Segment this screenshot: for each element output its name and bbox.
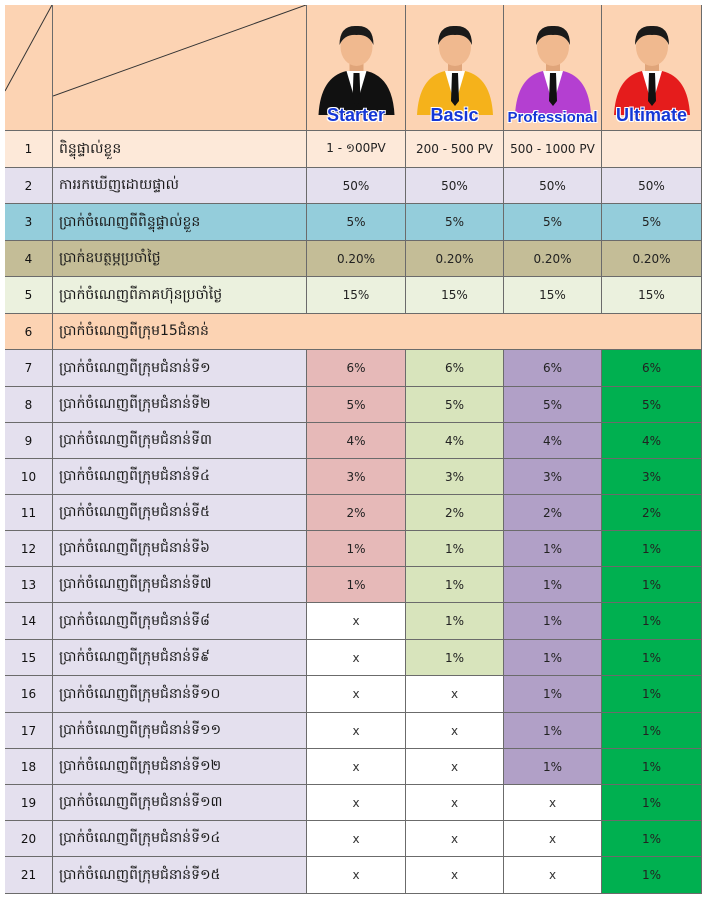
plan-name-ultimate: Ultimate <box>615 105 687 125</box>
starter-value-cell: 1% <box>307 531 406 567</box>
starter-value-cell: 0.20% <box>307 241 406 277</box>
professional-value-cell: 4% <box>504 423 602 459</box>
header-label-cell <box>53 5 307 131</box>
professional-value-cell: x <box>504 821 602 857</box>
ultimate-value-cell: 5% <box>602 387 702 423</box>
basic-value-cell: x <box>406 676 504 713</box>
plan-header-ultimate <box>602 5 702 131</box>
row-number: 2 <box>5 168 53 204</box>
ultimate-value-cell: 1% <box>602 567 702 603</box>
ultimate-value-cell: 0.20% <box>602 241 702 277</box>
professional-value-cell: 1% <box>504 640 602 676</box>
starter-value-cell: 50% <box>307 168 406 204</box>
basic-value-cell: 1% <box>406 531 504 567</box>
row-label: ប្រាក់ចំណេញពីក្រុមជំនាន់ទី១១ <box>53 713 307 749</box>
professional-value-cell: 0.20% <box>504 241 602 277</box>
basic-value-cell: x <box>406 713 504 749</box>
row-number: 15 <box>5 640 53 676</box>
row-number: 17 <box>5 713 53 749</box>
row-number: 9 <box>5 423 53 459</box>
row-label: ប្រាក់ចំណេញពីក្រុមជំនាន់ទី៣ <box>53 423 307 459</box>
row-number: 13 <box>5 567 53 603</box>
row-label: ប្រាក់ចំណេញពីក្រុម15ជំនាន់ <box>53 314 702 350</box>
ultimate-value-cell: 1% <box>602 640 702 676</box>
starter-value-cell: x <box>307 713 406 749</box>
row-label: ប្រាក់ចំណេញពីក្រុមជំនាន់ទី១២ <box>53 749 307 785</box>
basic-value-cell: 15% <box>406 277 504 314</box>
row-number: 10 <box>5 459 53 495</box>
starter-value-cell: x <box>307 821 406 857</box>
professional-value-cell: 1% <box>504 676 602 713</box>
row-label: ប្រាក់ចំណេញពីក្រុមជំនាន់ទី៥ <box>53 495 307 531</box>
starter-value-cell: 5% <box>307 387 406 423</box>
row-number: 18 <box>5 749 53 785</box>
basic-value-cell: x <box>406 821 504 857</box>
basic-value-cell: 0.20% <box>406 241 504 277</box>
starter-value-cell: x <box>307 857 406 894</box>
header-corner-cell <box>5 5 53 131</box>
row-number: 21 <box>5 857 53 894</box>
professional-value-cell: x <box>504 857 602 894</box>
basic-value-cell: 6% <box>406 350 504 387</box>
basic-value-cell: x <box>406 857 504 894</box>
starter-value-cell: 3% <box>307 459 406 495</box>
professional-value-cell: 6% <box>504 350 602 387</box>
professional-value-cell: 1% <box>504 713 602 749</box>
starter-value-cell: 5% <box>307 204 406 241</box>
row-number: 7 <box>5 350 53 387</box>
row-number: 12 <box>5 531 53 567</box>
row-number: 6 <box>5 314 53 350</box>
ultimate-value-cell: 1% <box>602 821 702 857</box>
row-label: ប្រាក់ចំណេញពីក្រុមជំនាន់ទី៧ <box>53 567 307 603</box>
professional-value-cell: 5% <box>504 387 602 423</box>
starter-value-cell: 15% <box>307 277 406 314</box>
basic-value-cell: 5% <box>406 204 504 241</box>
row-number: 14 <box>5 603 53 640</box>
row-label: ប្រាក់ចំណេញពីក្រុមជំនាន់ទី១ <box>53 350 307 387</box>
plan-comparison-table <box>5 5 702 894</box>
starter-value-cell: 1 - ១00PV <box>307 131 406 168</box>
plan-name-professional: Professional <box>507 109 598 126</box>
professional-value-cell: 1% <box>504 603 602 640</box>
row-number: 20 <box>5 821 53 857</box>
plan-header-starter <box>307 5 406 131</box>
ultimate-value-cell: 1% <box>602 857 702 894</box>
basic-value-cell: 200 - 500 PV <box>406 131 504 168</box>
row-label: ប្រាក់ចំណេញពីក្រុមជំនាន់ទី១៥ <box>53 857 307 894</box>
row-label: ប្រាក់ចំណេញពីក្រុមជំនាន់ទី៨ <box>53 603 307 640</box>
row-label: ប្រាក់ចំណេញពីក្រុមជំនាន់ទី៩ <box>53 640 307 676</box>
professional-value-cell: 50% <box>504 168 602 204</box>
row-label: ប្រាក់ចំណេញពីភាគហ៊ុនប្រចាំថ្ងៃ <box>53 277 307 314</box>
plan-name-starter: Starter <box>326 105 386 125</box>
starter-value-cell: 6% <box>307 350 406 387</box>
row-number: 4 <box>5 241 53 277</box>
ultimate-value-cell: 1% <box>602 713 702 749</box>
plan-header-basic <box>406 5 504 131</box>
ultimate-value-cell: 1% <box>602 531 702 567</box>
professional-value-cell: 3% <box>504 459 602 495</box>
basic-value-cell: 3% <box>406 459 504 495</box>
row-number: 8 <box>5 387 53 423</box>
ultimate-value-cell: 3% <box>602 459 702 495</box>
professional-value-cell: 15% <box>504 277 602 314</box>
ultimate-value-cell <box>602 131 702 168</box>
starter-value-cell: 2% <box>307 495 406 531</box>
row-label: ប្រាក់ចំណេញពីក្រុមជំនាន់ទី១០ <box>53 676 307 713</box>
ultimate-value-cell: 2% <box>602 495 702 531</box>
basic-value-cell: 1% <box>406 640 504 676</box>
starter-value-cell: x <box>307 676 406 713</box>
row-label: ប្រាក់ចំណេញពីក្រុមជំនាន់ទី៤ <box>53 459 307 495</box>
row-label: ប្រាក់ចំណេញពីក្រុមជំនាន់ទី១៤ <box>53 821 307 857</box>
starter-value-cell: x <box>307 749 406 785</box>
starter-value-cell: x <box>307 603 406 640</box>
row-label: ប្រាក់ឧបត្ថម្ភប្រចាំថ្ងៃ <box>53 241 307 277</box>
ultimate-value-cell: 1% <box>602 676 702 713</box>
plan-header-professional <box>504 5 602 131</box>
basic-value-cell: 50% <box>406 168 504 204</box>
plan-name-basic: Basic <box>430 105 479 125</box>
row-number: 16 <box>5 676 53 713</box>
row-label: ប្រាក់ចំណេញពីក្រុមជំនាន់ទី២ <box>53 387 307 423</box>
row-label: ការរកឃើញដោយផ្ទាល់ <box>53 168 307 204</box>
ultimate-value-cell: 15% <box>602 277 702 314</box>
ultimate-value-cell: 1% <box>602 785 702 821</box>
row-number: 11 <box>5 495 53 531</box>
professional-value-cell: 5% <box>504 204 602 241</box>
row-label: ប្រាក់ចំណេញពីក្រុមជំនាន់ទី៦ <box>53 531 307 567</box>
row-label: ពិន្ទុផ្ទាល់ខ្លួន <box>53 131 307 168</box>
ultimate-value-cell: 5% <box>602 204 702 241</box>
row-number: 3 <box>5 204 53 241</box>
professional-value-cell: 1% <box>504 531 602 567</box>
basic-value-cell: 2% <box>406 495 504 531</box>
starter-value-cell: 1% <box>307 567 406 603</box>
starter-value-cell: x <box>307 785 406 821</box>
header-diagonal-line <box>53 5 307 131</box>
starter-value-cell: 4% <box>307 423 406 459</box>
professional-value-cell: 1% <box>504 567 602 603</box>
basic-value-cell: 4% <box>406 423 504 459</box>
row-label: ប្រាក់ចំណេញពីក្រុមជំនាន់ទី១៣ <box>53 785 307 821</box>
corner-diagonal-line <box>5 5 53 131</box>
row-number: 1 <box>5 131 53 168</box>
starter-value-cell: x <box>307 640 406 676</box>
ultimate-value-cell: 4% <box>602 423 702 459</box>
row-number: 5 <box>5 277 53 314</box>
basic-value-cell: 5% <box>406 387 504 423</box>
professional-value-cell: 500 - 1000 PV <box>504 131 602 168</box>
basic-value-cell: x <box>406 785 504 821</box>
professional-value-cell: x <box>504 785 602 821</box>
ultimate-value-cell: 6% <box>602 350 702 387</box>
row-number: 19 <box>5 785 53 821</box>
basic-value-cell: 1% <box>406 603 504 640</box>
row-label: ប្រាក់ចំណេញពីពិន្ទុផ្ទាល់ខ្លួន <box>53 204 307 241</box>
professional-value-cell: 1% <box>504 749 602 785</box>
basic-value-cell: 1% <box>406 567 504 603</box>
ultimate-value-cell: 1% <box>602 603 702 640</box>
professional-value-cell: 2% <box>504 495 602 531</box>
basic-value-cell: x <box>406 749 504 785</box>
ultimate-value-cell: 1% <box>602 749 702 785</box>
ultimate-value-cell: 50% <box>602 168 702 204</box>
